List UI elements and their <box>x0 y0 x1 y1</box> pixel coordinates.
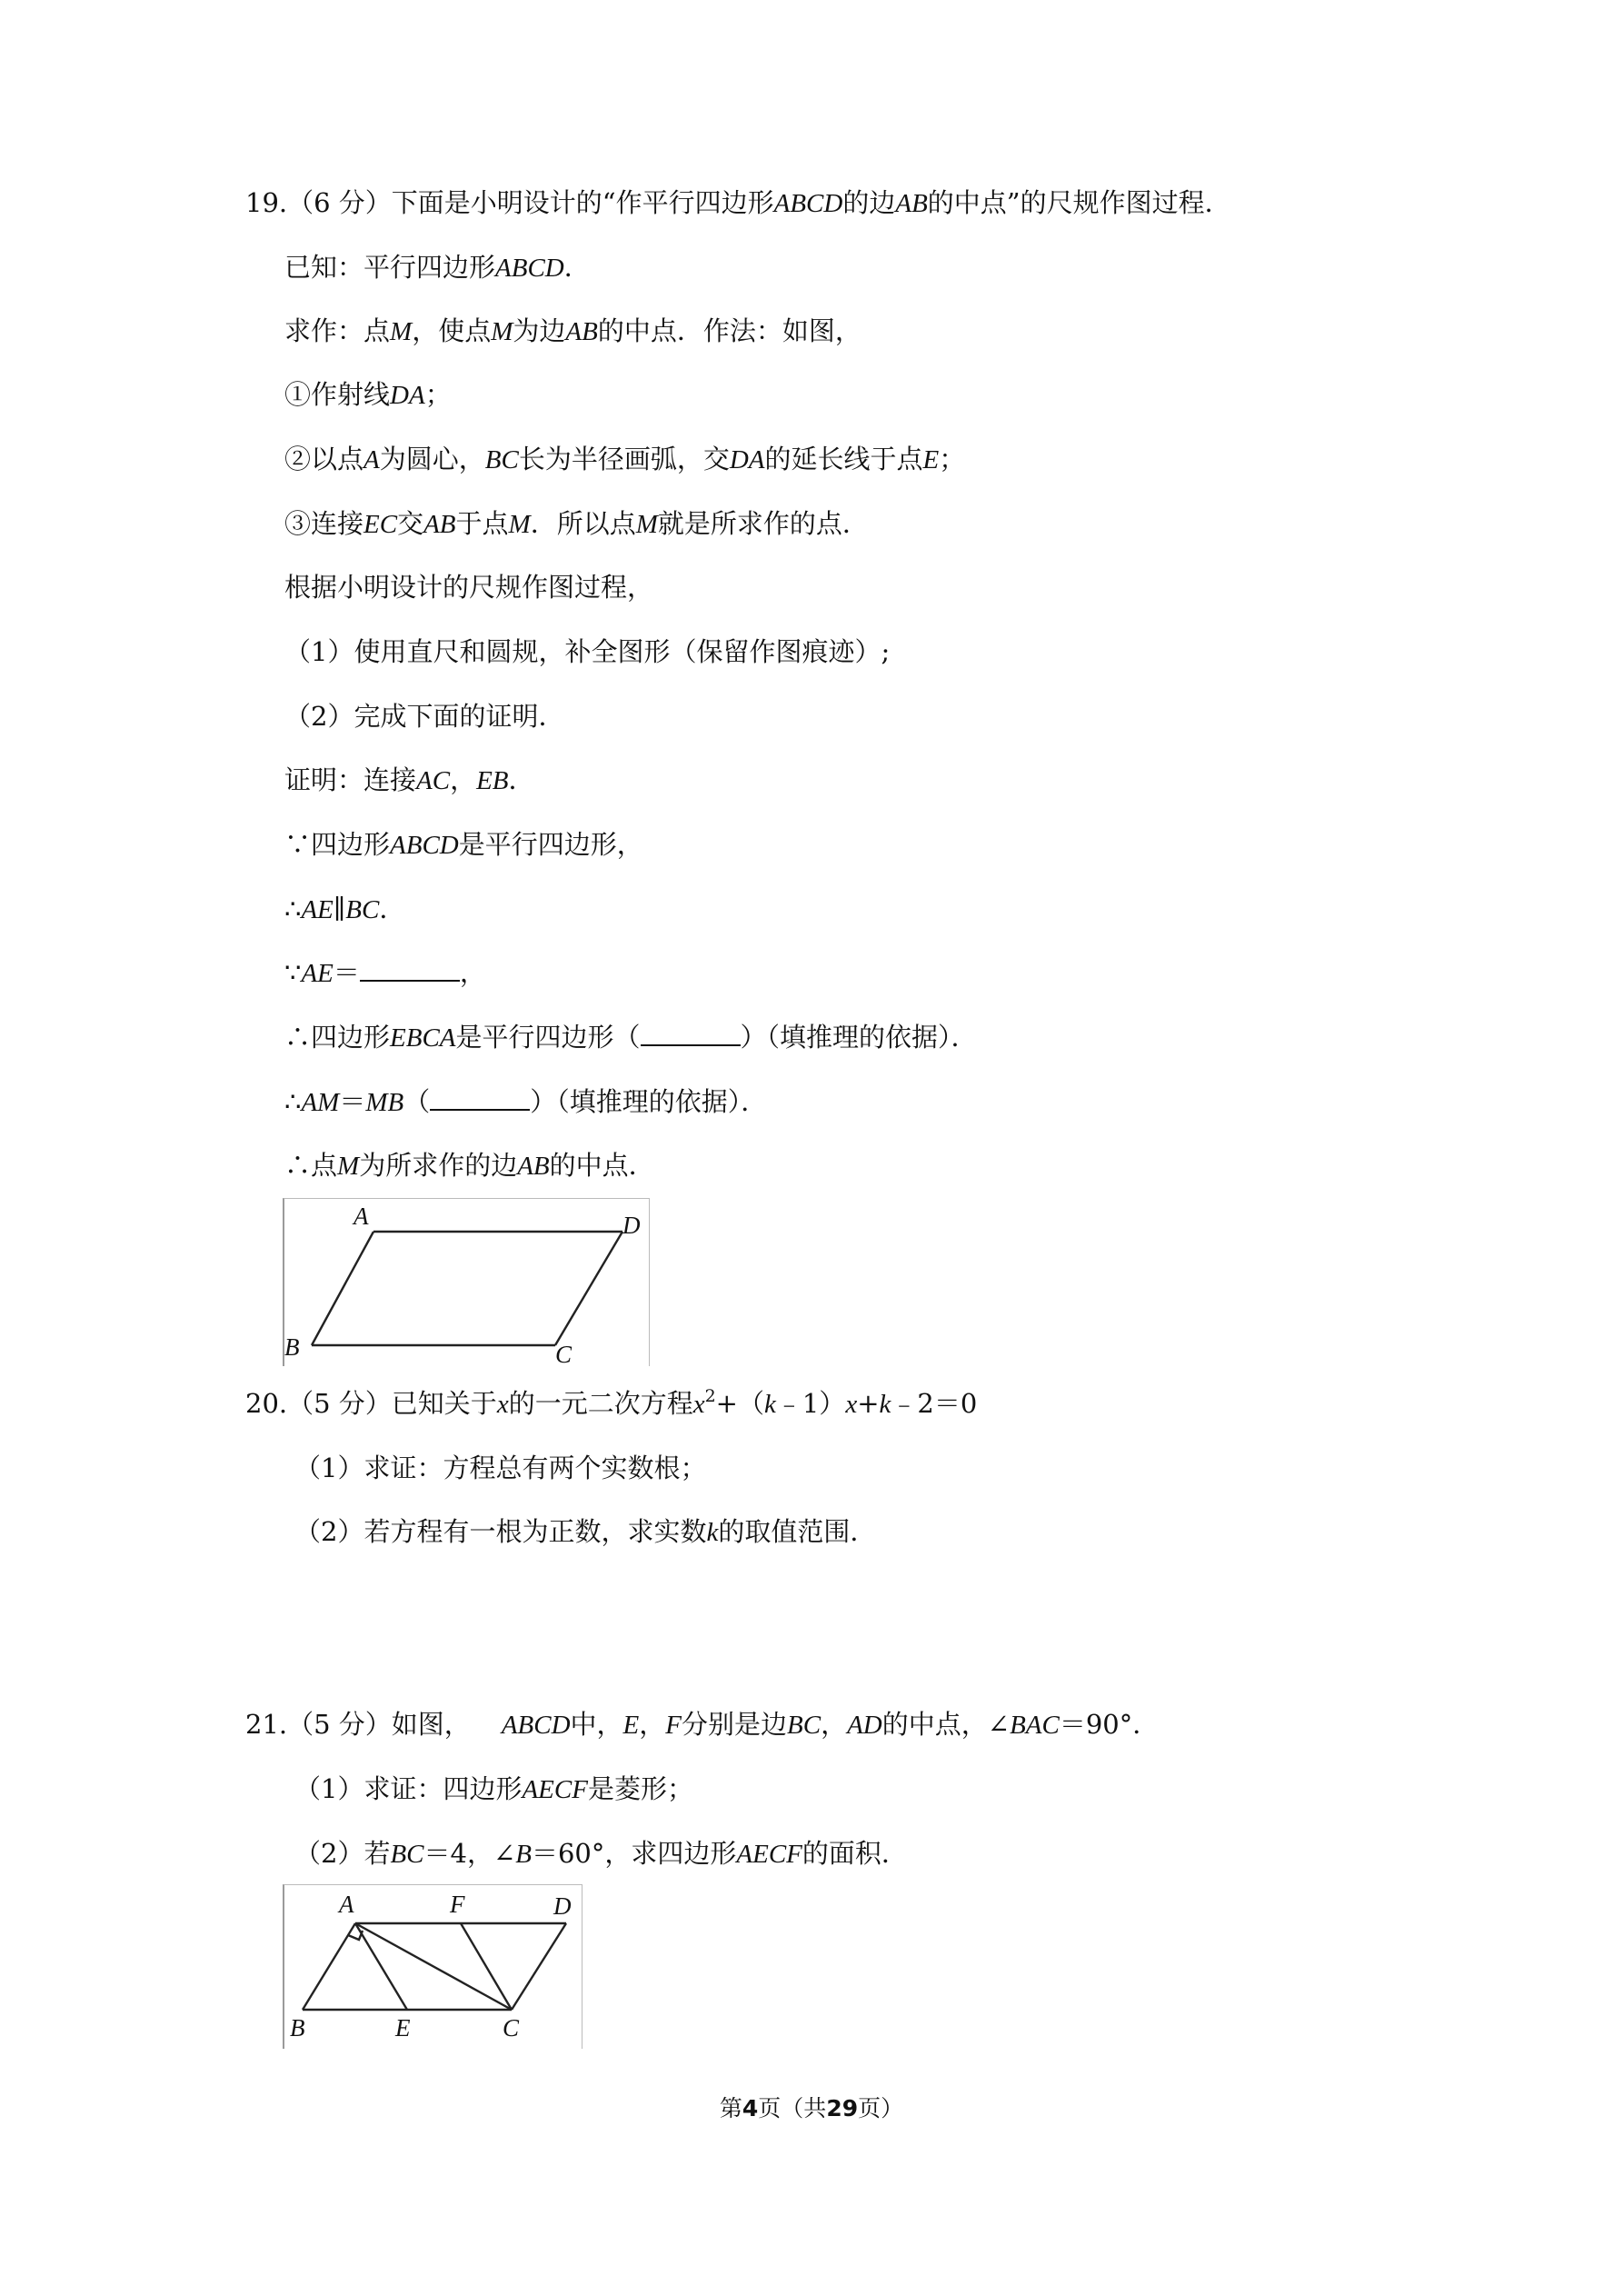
answer-blank-1[interactable] <box>360 954 460 982</box>
q21-stem: 21.（5 分）如图， ABCD中，E，F分别是边BC，AD的中点，∠BAC＝90°． <box>245 1709 1160 1740</box>
q21-rhombus-figure <box>283 1884 582 2049</box>
vertex-label-f: F <box>450 1891 465 1918</box>
segment-cd <box>555 1232 622 1345</box>
q21-part-1: （1）求证：四边形AECF是菱形； <box>294 1773 693 1804</box>
q19-step-3: ③连接EC交AB于点M．所以点M就是所求作的点． <box>284 508 869 539</box>
q19-part-1: （1）使用直尺和圆规，补全图形（保留作图痕迹）; <box>284 636 891 667</box>
segment-cd <box>512 1923 566 2010</box>
total-pages: 29 <box>826 2095 859 2121</box>
q19-step-2: ②以点A为圆心，BC长为半径画弧，交DA的延长线于点E； <box>284 444 966 474</box>
segment-ac <box>355 1923 512 2010</box>
q19-step-1: ①作射线DA； <box>284 379 452 410</box>
segment-ae <box>355 1923 407 2010</box>
q19-part-2: （2）完成下面的证明． <box>284 701 565 732</box>
q19-basis: 根据小明设计的尺规作图过程， <box>284 572 654 603</box>
page-number: 4 <box>742 2095 759 2121</box>
q20-part-2: （2）若方程有一根为正数，求实数k的取值范围． <box>294 1516 877 1547</box>
q19-proof-therefore-1: ∴AE∥BC． <box>284 893 406 924</box>
vertex-label-a: A <box>339 1891 354 1918</box>
q19-requirement: 求作：点M，使点M为边AB的中点．作法：如图， <box>284 315 861 346</box>
q20-stem: 20.（5 分）已知关于x的一元二次方程$x^2+(k﹣1)x+k﹣2=0$ <box>245 1386 978 1419</box>
q19-proof-since-1: ∵四边形ABCD是平行四边形， <box>284 829 643 860</box>
vertex-label-b: B <box>290 2014 305 2041</box>
vertex-label-b: B <box>284 1333 300 1361</box>
q20-number: 20. <box>245 1388 288 1419</box>
answer-blank-2[interactable] <box>641 1019 741 1046</box>
q19-stem: 19.（6 分）下面是小明设计的“作平行四边形ABCD的边AB的中点”的尺规作图过程． <box>245 187 1231 218</box>
q21-number: 21. <box>245 1709 288 1740</box>
segment-ab <box>303 1923 355 2010</box>
q19-proof-since-2: ∵AE＝ ， <box>284 954 486 992</box>
answer-blank-3[interactable] <box>430 1083 530 1111</box>
vertex-label-a: A <box>353 1203 369 1230</box>
q19-proof-therefore-2: ∴四边形EBCA是平行四边形（ ）（填推理的依据）． <box>284 1019 978 1056</box>
q19-proof-therefore-3: ∴AM＝MB（ ）（填推理的依据）． <box>284 1083 767 1121</box>
vertex-label-c: C <box>503 2014 520 2041</box>
segment-ab <box>312 1232 373 1345</box>
q19-proof-therefore-4: ∴点M为所求作的边AB的中点． <box>284 1150 655 1181</box>
q21-part-2: （2）若BC＝4，∠B＝60°，求四边形AECF的面积． <box>294 1838 908 1869</box>
q19-given: 已知：平行四边形ABCD． <box>284 252 591 283</box>
q19-proof-start: 证明：连接AC，EB． <box>284 764 535 795</box>
vertex-label-c: C <box>555 1341 573 1366</box>
vertex-label-d: D <box>622 1212 641 1239</box>
vertex-label-e: E <box>395 2014 411 2041</box>
vertex-label-d: D <box>553 1892 572 1920</box>
page-footer: 第4页（共29页） <box>719 2095 904 2121</box>
q20-part-1: （1）求证：方程总有两个实数根； <box>294 1452 707 1483</box>
q19-number: 19. <box>245 187 288 218</box>
q19-parallelogram-figure <box>283 1198 650 1366</box>
